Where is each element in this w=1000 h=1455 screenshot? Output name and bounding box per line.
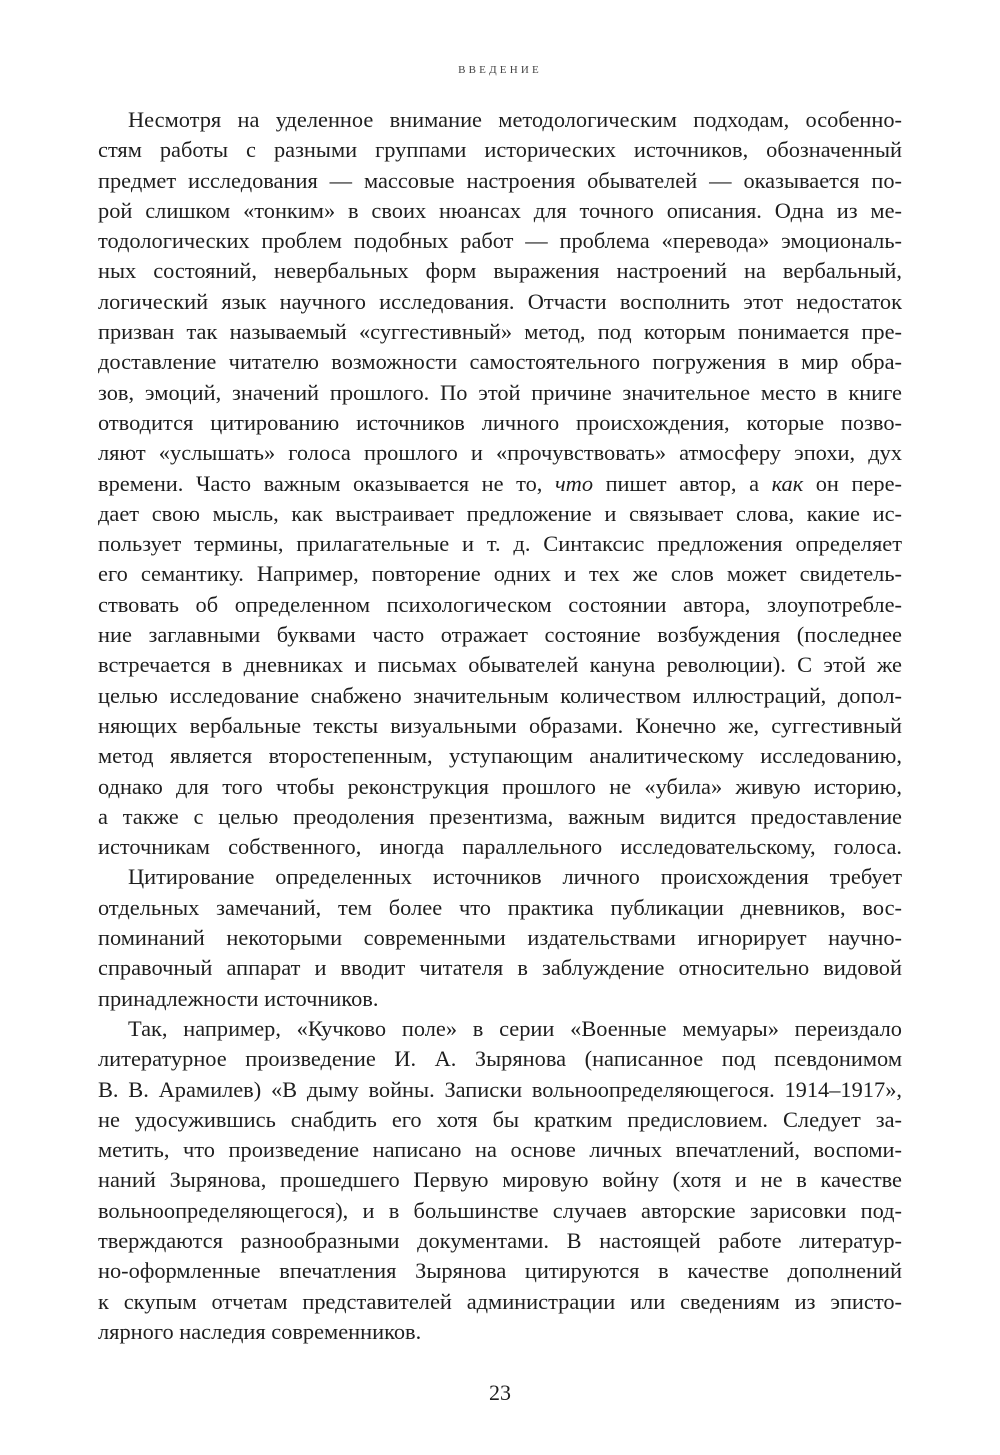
text-line: ние заглавными буквами часто отражает состояние возбуждения (последнее xyxy=(98,622,902,648)
text-line: ляют «услышать» голоса прошлого и «прочувствовать» атмосферу эпохи, дух xyxy=(98,440,902,466)
body-text xyxy=(98,105,902,1347)
paragraph-2 xyxy=(98,862,902,1013)
paragraph-3 xyxy=(98,1014,902,1347)
text-line: однако для того чтобы реконструкция прошлого не «убила» живую историю, xyxy=(98,773,902,799)
text-run: он пере- xyxy=(803,470,902,496)
text-line: справочный аппарат и вводит читателя в заблуждение относительно видовой xyxy=(98,955,902,981)
text-line: наний Зырянова, прошедшего Первую мировую войну (хотя и не в качестве xyxy=(98,1167,902,1193)
text-line: лярного наследия современников. xyxy=(98,1318,422,1344)
text-line: метить, что произведение написано на основе личных впечатлений, воспоми- xyxy=(98,1137,902,1163)
text-line: к скупым отчетам представителей администрации или сведениям из эписто- xyxy=(98,1288,902,1314)
text-line-with-italics xyxy=(98,469,902,499)
running-header: ВВЕДЕНИЕ xyxy=(458,64,542,76)
text-line: встречается в дневниках и письмах обывателей кануна революции). С этой же xyxy=(98,652,902,678)
text-line: ствовать об определенном психологическом состоянии автора, злоупотребле- xyxy=(98,591,902,617)
text-line: предмет исследования — массовые настроения обывателей — оказывается по- xyxy=(98,167,902,193)
text-line: Несмотря на уделенное внимание методологическим подходам, особенно- xyxy=(128,107,902,132)
text-line: его семантику. Например, повторение одних и тех же слов может свидетель- xyxy=(98,561,902,587)
text-line: источникам собственного, иногда параллельного исследовательскому, голоса. xyxy=(98,834,902,860)
text-line: логический язык научного исследования. Отчасти восполнить этот недостаток xyxy=(98,288,902,314)
text-line: отдельных замечаний, тем более что практика публикации дневников, вос- xyxy=(98,894,902,920)
text-line: дает свою мысль, как выстраивает предложение и связывает слова, какие ис- xyxy=(98,500,902,526)
text-line: доставление читателю возможности самостоятельного погружения в мир обра- xyxy=(98,349,902,375)
text-line: литературное произведение И. А. Зырянова (написанное под псевдонимом xyxy=(98,1046,902,1072)
text-line: стям работы с разными группами исторических источников, обозначенный xyxy=(98,137,902,163)
paragraph-1 xyxy=(98,105,902,862)
text-line: рой слишком «тонким» в своих нюансах для точного описания. Одна из ме- xyxy=(98,197,902,223)
text-line: пользует термины, прилагательные и т. д. Синтаксис предложения определяет xyxy=(98,531,902,557)
text-line: зов, эмоций, значений прошлого. По этой причине значительное место в книге xyxy=(98,379,902,405)
text-line: ных состояний, невербальных форм выражения настроений на вербальный, xyxy=(98,258,902,284)
book-page xyxy=(98,0,902,1455)
text-run: пишет автор, а xyxy=(593,470,772,496)
text-run: времени. Часто важным оказывается не то, xyxy=(98,470,555,496)
text-line: но-оформленные впечатления Зырянова цитируются в качестве дополнений xyxy=(98,1258,902,1284)
italic-word: как xyxy=(771,470,804,496)
text-line: тодологических проблем подобных работ — проблема «перевода» эмоциональ- xyxy=(98,228,902,254)
text-line: В. В. Арамилев) «В дыму войны. Записки вольноопределяющегося. 1914–1917», xyxy=(98,1076,902,1102)
text-line: отводится цитированию источников личного происхождения, которые позво- xyxy=(98,409,902,435)
text-line: няющих вербальные тексты визуальными образами. Конечно же, суггестивный xyxy=(98,712,902,738)
text-line: не удосужившись снабдить его хотя бы кратким предисловием. Следует за- xyxy=(98,1106,902,1132)
text-line: а также с целью преодоления презентизма, важным видится предоставление xyxy=(98,803,902,829)
text-line: метод является второстепенным, уступающим аналитическому исследованию, xyxy=(98,743,902,769)
text-line: тверждаются разнообразными документами. В настоящей работе литератур- xyxy=(98,1227,902,1253)
page-number: 23 xyxy=(489,1380,511,1405)
text-line: поминаний некоторыми современными издательствами игнорирует научно- xyxy=(98,925,902,951)
text-line: целью исследование снабжено значительным количеством иллюстраций, допол- xyxy=(98,682,902,708)
text-line: Так, например, «Кучково поле» в серии «Военные мемуары» переиздало xyxy=(128,1015,902,1041)
text-line: вольноопределяющегося), и в большинстве случаев авторские зарисовки под- xyxy=(98,1197,902,1223)
italic-word: что xyxy=(554,470,594,496)
text-line: Цитирование определенных источников личного происхождения требует xyxy=(128,864,902,890)
text-line: принадлежности источников. xyxy=(98,985,379,1011)
text-line: призван так называемый «суггестивный» метод, под которым понимается пре- xyxy=(98,319,902,345)
